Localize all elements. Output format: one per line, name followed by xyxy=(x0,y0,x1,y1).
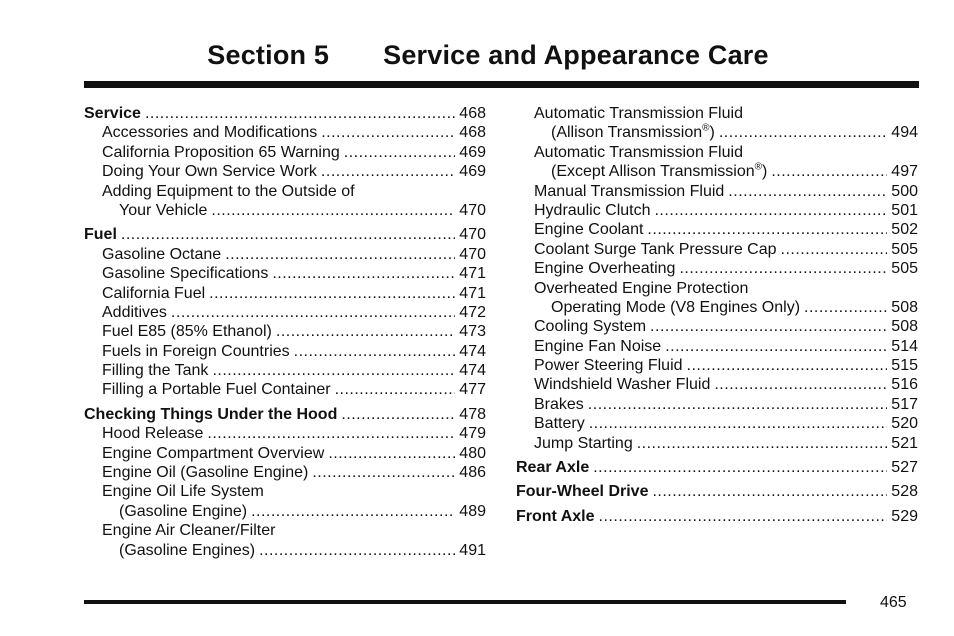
toc-page-number: 489 xyxy=(459,502,486,520)
toc-entry-label: (Except Allison Transmission®) xyxy=(551,161,768,181)
toc-entry-label: Cooling System xyxy=(534,318,647,336)
dot-leader xyxy=(209,284,455,303)
toc-page-number: 474 xyxy=(459,362,486,380)
dot-leader xyxy=(654,201,887,220)
toc-entry[interactable] xyxy=(84,162,486,181)
toc-page-number: 508 xyxy=(891,318,918,336)
toc-entry[interactable] xyxy=(84,482,486,501)
toc-entry[interactable] xyxy=(516,201,918,220)
toc-entry-label: Engine Oil Life System xyxy=(102,483,264,501)
toc-entry[interactable] xyxy=(516,279,918,298)
toc-entry-label: Automatic Transmission Fluid xyxy=(534,143,743,161)
registered-mark: ® xyxy=(702,123,710,135)
toc-entry[interactable] xyxy=(516,395,918,414)
toc-entry[interactable] xyxy=(84,182,486,201)
toc-page-number: 469 xyxy=(459,143,486,161)
toc-page-number: 473 xyxy=(459,323,486,341)
toc-page-number: 515 xyxy=(891,357,918,375)
toc-entry[interactable] xyxy=(84,541,486,560)
toc-entry[interactable] xyxy=(516,434,918,453)
toc-entry[interactable] xyxy=(516,220,918,239)
toc-entry[interactable] xyxy=(84,463,486,482)
toc-entry[interactable] xyxy=(84,322,486,341)
toc-entry[interactable] xyxy=(516,123,918,142)
toc-entry-label: Your Vehicle xyxy=(119,201,208,219)
toc-heading-entry[interactable] xyxy=(84,225,486,244)
toc-entry[interactable] xyxy=(84,502,486,521)
dot-leader xyxy=(588,395,888,414)
toc-page-number: 494 xyxy=(891,124,918,142)
toc-entry[interactable] xyxy=(84,380,486,399)
dot-leader xyxy=(341,405,455,424)
top-rule xyxy=(84,81,919,88)
dot-leader xyxy=(259,541,455,560)
toc-entry[interactable] xyxy=(516,143,918,162)
dot-leader xyxy=(312,463,455,482)
toc-heading-entry[interactable] xyxy=(516,458,918,477)
toc-entry-label: Accessories and Modifications xyxy=(102,124,318,142)
toc-entry-label: Engine Overheating xyxy=(534,260,676,278)
toc-entry-label: Four-Wheel Drive xyxy=(516,483,649,501)
toc-page-number: 500 xyxy=(891,182,918,200)
toc-entry[interactable] xyxy=(84,123,486,142)
toc-entry-label: Engine Fan Noise xyxy=(534,337,662,355)
toc-entry-label: Coolant Surge Tank Pressure Cap xyxy=(534,240,777,258)
toc-page-number: 529 xyxy=(891,507,918,525)
toc-entry-label: (Gasoline Engine) xyxy=(119,502,248,520)
dot-leader xyxy=(207,424,455,443)
toc-page-number: 516 xyxy=(891,376,918,394)
toc-page-number: 527 xyxy=(891,459,918,477)
toc-page-number: 478 xyxy=(459,405,486,423)
toc-page-number: 521 xyxy=(891,434,918,452)
toc-entry[interactable] xyxy=(516,317,918,336)
toc-entry-label: Fuel xyxy=(84,226,117,244)
toc-entry-label: Battery xyxy=(534,415,585,433)
registered-mark: ® xyxy=(754,161,763,173)
toc-entry-label: Engine Compartment Overview xyxy=(102,444,325,462)
dot-leader xyxy=(294,342,456,361)
toc-page-number: 468 xyxy=(459,104,486,122)
toc-entry-label: Engine Oil (Gasoline Engine) xyxy=(102,464,309,482)
toc-entry-label: Windshield Washer Fluid xyxy=(534,376,711,394)
toc-entry[interactable] xyxy=(84,264,486,283)
toc-entry[interactable] xyxy=(516,298,918,317)
toc-entry-label: Gasoline Specifications xyxy=(102,265,269,283)
toc-entry-label: Additives xyxy=(102,303,167,321)
page-number: 465 xyxy=(880,594,907,611)
dot-leader xyxy=(687,356,888,375)
toc-entry-label: Overheated Engine Protection xyxy=(534,279,749,297)
toc-entry-label: Doing Your Own Service Work xyxy=(102,163,317,181)
toc-entry[interactable] xyxy=(84,521,486,540)
toc-entry[interactable] xyxy=(84,303,486,322)
toc-entry-label: Front Axle xyxy=(516,507,595,525)
toc-entry[interactable] xyxy=(84,361,486,380)
toc-entry-label: (Allison Transmission®) xyxy=(551,123,715,142)
toc-entry-label: Fuel E85 (85% Ethanol) xyxy=(102,323,272,341)
toc-page-number: 505 xyxy=(891,240,918,258)
dot-leader xyxy=(781,240,888,259)
dot-leader xyxy=(321,123,455,142)
dot-leader xyxy=(771,162,887,181)
section-label: Section 5 xyxy=(207,40,330,70)
toc-page-number: 505 xyxy=(891,260,918,278)
toc-page-number: 470 xyxy=(459,226,486,244)
dot-leader xyxy=(344,143,456,162)
dot-leader xyxy=(276,322,455,341)
toc-entry[interactable] xyxy=(84,424,486,443)
toc-page-number: 514 xyxy=(891,337,918,355)
toc-entry[interactable] xyxy=(516,240,918,259)
toc-page-number: 502 xyxy=(891,221,918,239)
toc-entry-label: Engine Coolant xyxy=(534,221,644,239)
toc-entry-label: Service xyxy=(84,104,141,122)
section-heading xyxy=(0,40,954,71)
toc-entry-label: Rear Axle xyxy=(516,459,590,477)
toc-page-number: 472 xyxy=(459,303,486,321)
toc-entry-label: Jump Starting xyxy=(534,434,633,452)
dot-leader xyxy=(272,264,455,283)
toc-entry-label: California Proposition 65 Warning xyxy=(102,143,340,161)
toc-page-number: 491 xyxy=(459,541,486,559)
dot-leader xyxy=(328,444,455,463)
section-title: Service and Appearance Care xyxy=(383,40,769,70)
dot-leader xyxy=(321,162,455,181)
toc-entry-label: Operating Mode (V8 Engines Only) xyxy=(551,298,801,316)
toc-page-number: 486 xyxy=(459,464,486,482)
toc-entry-label: Gasoline Octane xyxy=(102,245,222,263)
dot-leader xyxy=(212,361,455,380)
dot-leader xyxy=(637,434,888,453)
dot-leader xyxy=(211,201,455,220)
toc-entry-label: Automatic Transmission Fluid xyxy=(534,104,743,122)
dot-leader xyxy=(593,458,887,477)
dot-leader xyxy=(251,502,455,521)
toc-heading-entry[interactable] xyxy=(516,507,918,526)
toc-entry-label: Hydraulic Clutch xyxy=(534,201,651,219)
dot-leader xyxy=(679,259,887,278)
toc-page-number: 520 xyxy=(891,415,918,433)
toc-entry-label: Engine Air Cleaner/Filter xyxy=(102,522,276,540)
dot-leader xyxy=(171,303,455,322)
toc-page-number: 508 xyxy=(891,298,918,316)
toc-page-number: 497 xyxy=(891,163,918,181)
toc-entry[interactable] xyxy=(516,414,918,433)
toc-entry-label: Brakes xyxy=(534,395,584,413)
dot-leader xyxy=(719,123,887,142)
dot-leader xyxy=(121,225,455,244)
toc-entry[interactable] xyxy=(84,444,486,463)
toc-entry-label: Checking Things Under the Hood xyxy=(84,405,338,423)
toc-page-number: 501 xyxy=(891,201,918,219)
dot-leader xyxy=(728,182,887,201)
toc-left-column xyxy=(84,104,486,560)
dot-leader xyxy=(589,414,888,433)
toc-entry[interactable] xyxy=(516,104,918,123)
dot-leader xyxy=(650,317,887,336)
toc-right-column xyxy=(516,104,918,526)
dot-leader xyxy=(652,482,887,501)
toc-page-number: 480 xyxy=(459,444,486,462)
toc-entry-label: Adding Equipment to the Outside of xyxy=(102,182,355,200)
toc-entry[interactable] xyxy=(516,259,918,278)
toc-entry-label: Filling a Portable Fuel Container xyxy=(102,381,331,399)
toc-page-number: 528 xyxy=(891,483,918,501)
dot-leader xyxy=(714,375,887,394)
toc-entry[interactable] xyxy=(516,182,918,201)
dot-leader xyxy=(665,337,887,356)
dot-leader xyxy=(335,380,456,399)
toc-page-number: 470 xyxy=(459,245,486,263)
toc-heading-entry[interactable] xyxy=(84,405,486,424)
toc-entry-label: Manual Transmission Fluid xyxy=(534,182,725,200)
toc-page-number: 470 xyxy=(459,201,486,219)
toc-entry-label: Filling the Tank xyxy=(102,362,209,380)
toc-page-number: 479 xyxy=(459,425,486,443)
toc-heading-entry[interactable] xyxy=(516,482,918,501)
toc-page-number: 517 xyxy=(891,395,918,413)
toc-entry-label: California Fuel xyxy=(102,284,206,302)
toc-entry[interactable] xyxy=(84,143,486,162)
bottom-rule xyxy=(84,600,846,604)
toc-heading-entry[interactable] xyxy=(84,104,486,123)
toc-entry-label: (Gasoline Engines) xyxy=(119,541,256,559)
toc-entry[interactable] xyxy=(516,337,918,356)
toc-entry[interactable] xyxy=(84,245,486,264)
toc-page-number: 468 xyxy=(459,124,486,142)
dot-leader xyxy=(647,220,887,239)
dot-leader xyxy=(599,507,888,526)
dot-leader xyxy=(225,245,455,264)
toc-page-number: 471 xyxy=(459,284,486,302)
toc-page-number: 471 xyxy=(459,265,486,283)
toc-page-number: 469 xyxy=(459,163,486,181)
toc-entry[interactable] xyxy=(84,342,486,361)
toc-entry-label: Fuels in Foreign Countries xyxy=(102,342,290,360)
dot-leader xyxy=(804,298,887,317)
dot-leader xyxy=(145,104,455,123)
toc-page-number: 474 xyxy=(459,342,486,360)
toc-entry[interactable] xyxy=(516,162,918,181)
toc-entry[interactable] xyxy=(516,375,918,394)
toc-page-number: 477 xyxy=(459,381,486,399)
toc-entry-label: Power Steering Fluid xyxy=(534,357,683,375)
toc-entry[interactable] xyxy=(84,201,486,220)
toc-entry[interactable] xyxy=(516,356,918,375)
toc-entry-label: Hood Release xyxy=(102,425,204,443)
toc-entry[interactable] xyxy=(84,284,486,303)
